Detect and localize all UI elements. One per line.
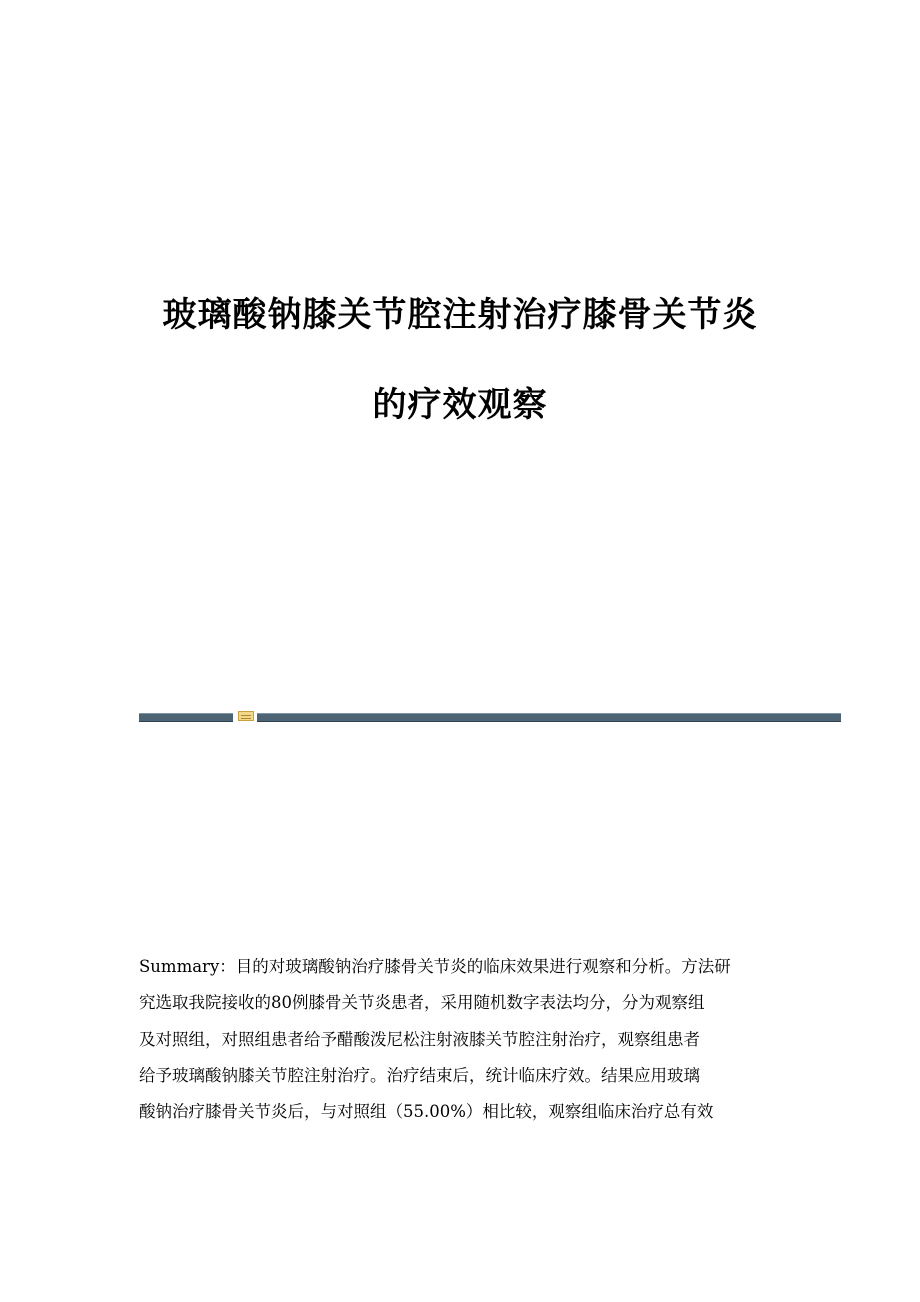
divider-bar-right: [257, 713, 841, 722]
divider-bar-left: [139, 713, 233, 722]
document-title-line-1: 玻璃酸钠膝关节腔注射治疗膝骨关节炎: [162, 294, 758, 335]
document-title-line-2: 的疗效观察: [372, 384, 548, 425]
summary-line: 及对照组，对照组患者给予醋酸泼尼松注射液膝关节腔注射治疗，观察组患者: [139, 1029, 700, 1049]
divider-emblem-icon: [238, 711, 254, 721]
summary-line: 酸钠治疗膝骨关节炎后，与对照组（55.00%）相比较，观察组临床治疗总有效: [139, 1102, 714, 1122]
summary-paragraph: [139, 949, 789, 1130]
summary-line: 给予玻璃酸钠膝关节腔注射治疗。治疗结束后，统计临床疗效。结果应用玻璃: [139, 1065, 700, 1085]
summary-line: Summary：目的对玻璃酸钠治疗膝骨关节炎的临床效果进行观察和分析。方法研: [139, 957, 731, 976]
summary-line: 究选取我院接收的80例膝骨关节炎患者，采用随机数字表法均分，分为观察组: [139, 993, 705, 1013]
section-divider: [139, 711, 841, 721]
